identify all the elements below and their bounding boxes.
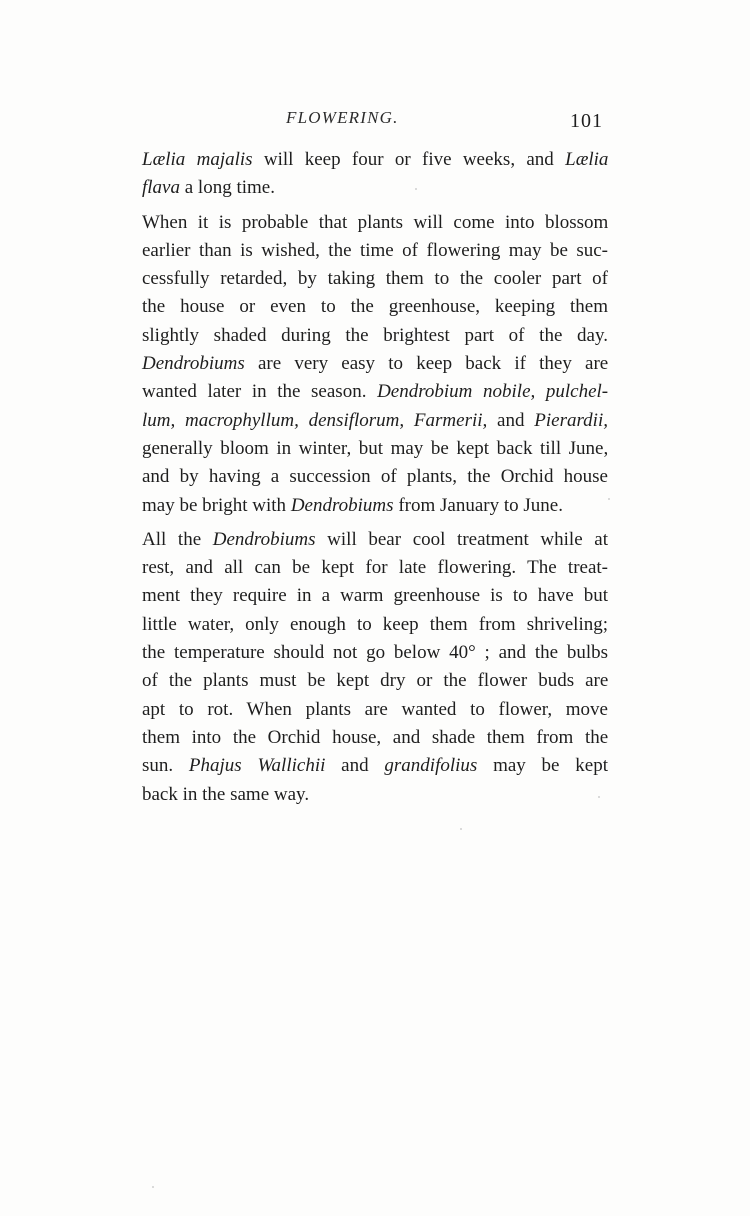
italic-text: flava: [142, 177, 180, 199]
text-run: apt to rot. When plants are wanted to flower, move: [142, 698, 608, 720]
text-run: little water, only enough to keep them from shriveling;: [142, 613, 608, 635]
text-line: [118, 350, 608, 378]
text-line: [118, 667, 608, 695]
text-line: [118, 378, 608, 406]
text-line: [118, 492, 608, 520]
text-line: [118, 237, 608, 265]
italic-text: Phajus Wallichii: [188, 755, 326, 777]
text-run: and by having a succession of plants, the Orchid house: [142, 466, 608, 488]
text-run: slightly shaded during the brightest part of the day.: [142, 324, 608, 346]
text-run: and: [487, 409, 535, 431]
running-head: [0, 108, 750, 132]
text-line: [118, 752, 608, 780]
italic-text: Dendrobium nobile, pulchel-: [377, 381, 609, 403]
italic-text: Dendrobiums: [142, 353, 245, 375]
text-line: [118, 146, 608, 174]
text-line: [118, 526, 608, 554]
text-run: of the plants must be kept dry or the flower buds are: [142, 670, 609, 692]
text-line: [118, 724, 608, 752]
text-line: [118, 781, 608, 809]
text-line: [118, 463, 608, 491]
text-run: rest, and all can be kept for late flowering. The treat-: [142, 557, 608, 579]
text-run: cessfully retarded, by taking them to the cooler part of: [142, 268, 608, 290]
text-line: [118, 582, 608, 610]
text-line: [118, 322, 608, 350]
text-run: sun.: [142, 755, 189, 777]
text-run: a long time.: [180, 177, 275, 199]
italic-text: lum, macrophyllum, densiflorum, Farmerii,: [142, 409, 488, 431]
text-run: them into the Orchid house, and shade them from the: [142, 726, 609, 748]
text-run: the house or even to the greenhouse, keeping them: [142, 296, 608, 318]
text-run: may be kept: [477, 755, 608, 777]
text-run: wanted later in the season.: [142, 381, 378, 403]
text-run: generally bloom in winter, but may be kept back till June,: [142, 437, 609, 459]
italic-text: Lælia majalis: [142, 149, 253, 170]
text-run: the temperature should not go below 40° ; and the bulbs: [142, 642, 608, 664]
text-run: ment they require in a warm greenhouse is to have but: [142, 585, 608, 607]
text-run: are very easy to keep back if they are: [244, 353, 609, 375]
italic-text: Dendrobiums: [290, 494, 394, 516]
text-line: [118, 435, 608, 463]
italic-text: grandifolius: [384, 755, 478, 777]
text-run: When it is probable that plants will come into blossom: [142, 211, 609, 233]
text-run: may be bright with: [142, 494, 291, 516]
text-run: earlier than is wished, the time of flowering may be suc-: [142, 239, 608, 261]
text-line: [118, 209, 608, 237]
italic-text: Pierardii,: [534, 409, 608, 431]
italic-text: Lælia: [565, 149, 609, 170]
body-text: [118, 146, 608, 815]
text-run: and: [325, 755, 385, 777]
paragraph: [118, 146, 608, 203]
text-run: from January to June.: [393, 494, 563, 516]
italic-text: Dendrobiums: [212, 528, 316, 550]
running-head-title: FLOWERING.: [286, 108, 399, 127]
paragraph: [118, 526, 608, 809]
text-line: [118, 407, 608, 435]
text-line: [118, 611, 608, 639]
paragraph: [118, 209, 608, 520]
text-line: [118, 696, 608, 724]
text-line: [118, 293, 608, 321]
text-run: All the: [142, 528, 213, 550]
text-line: [118, 265, 608, 293]
text-line: [118, 554, 608, 582]
text-run: will bear cool treatment while at: [315, 528, 608, 550]
text-run: will keep four or five weeks, and: [252, 149, 566, 170]
text-line: [118, 174, 608, 202]
text-line: [118, 639, 608, 667]
page-number: 101: [570, 110, 603, 132]
text-run: back in the same way.: [142, 783, 310, 805]
